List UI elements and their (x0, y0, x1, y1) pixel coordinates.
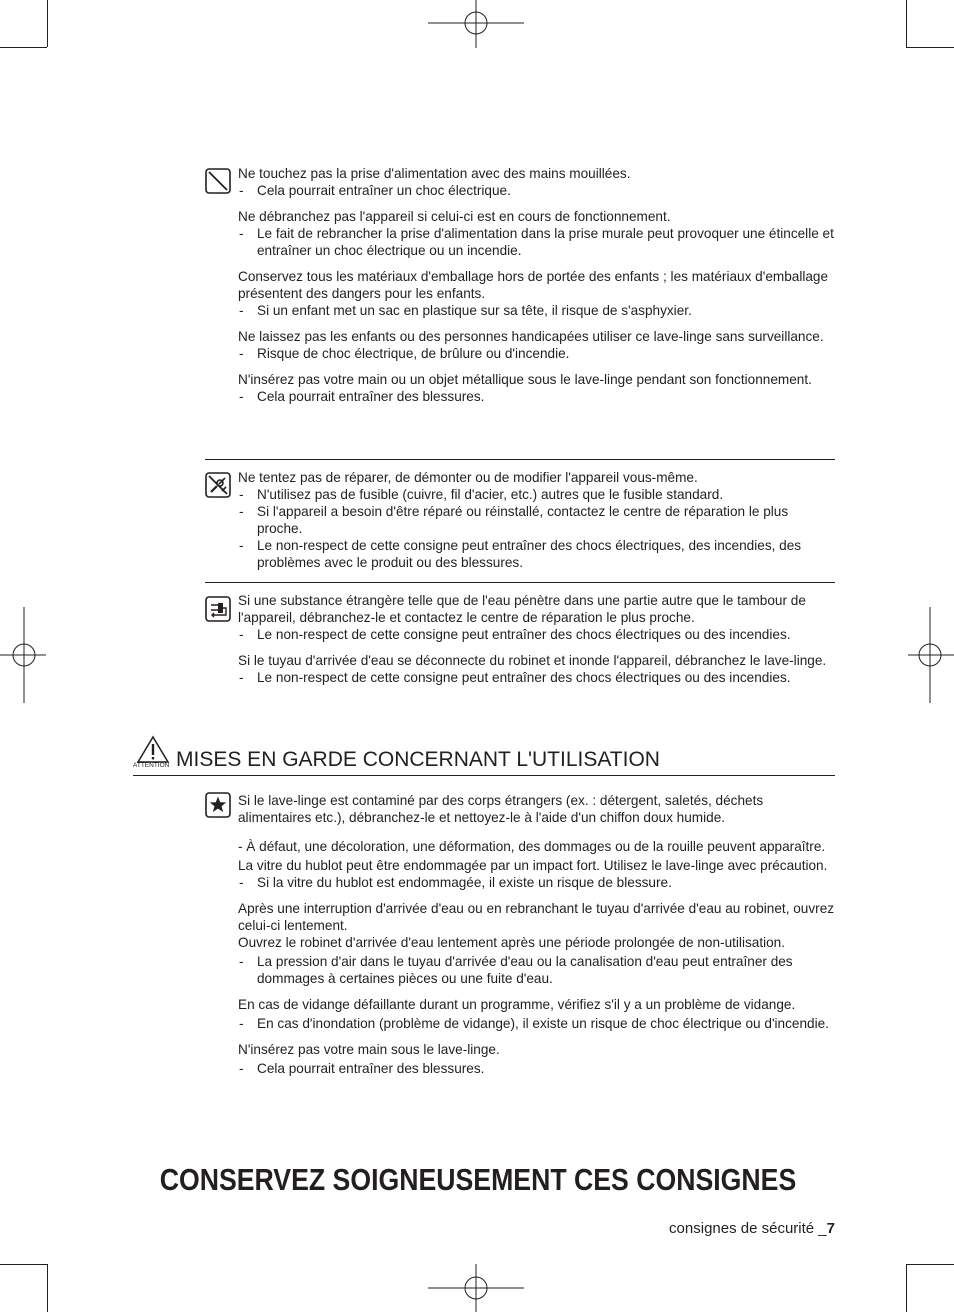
list-item: Ne débranchez pas l'appareil si celui-ci est en cours de fonctionnement. - Le fait de rebrancher la prise d'alimentation dans la prise murale peut provoquer une étincelle et entraîner un choc électrique ou un incendie. (238, 208, 835, 259)
attention-label: ATTENTION (133, 762, 170, 769)
star-note-icon (205, 792, 231, 818)
big-title: CONSERVEZ SOIGNEUSEMENT CES CONSIGNES (159, 1162, 797, 1197)
list-item: Si le tuyau d'arrivée d'eau se déconnecte du robinet et inonde l'appareil, débranchez le lave-linge. - Le non-respect de cette consigne peut entraîner des chocs électriques ou des incendies. (238, 652, 835, 686)
paragraph: La vitre du hublot peut être endommagée par un impact fort. Utilisez le lave-linge avec précaution. (238, 858, 828, 873)
no-disassembly-icon (205, 472, 231, 498)
list-item: Ne tentez pas de réparer, de démonter ou de modifier l'appareil vous-même. - N'utilisez pas de fusible (cuivre, fil d'acier, etc.) autres que le fusible standard. - Si l'appareil a besoin d'être réparé ou réinstallé, contactez le centre de réparation le plus proche. - Le non-respect de cette consigne peut entraîner des chocs électriques, des incendies, des problèmes avec le produit ou des blessures. (238, 469, 835, 571)
page-number: 7 (826, 1220, 835, 1237)
section-heading (133, 735, 835, 776)
paragraph: - Cela pourrait entraîner des blessures. (238, 1060, 835, 1077)
crop-mark (906, 1264, 907, 1312)
section-2-content (238, 469, 835, 580)
paragraph: En cas de vidange défaillante durant un programme, vérifiez s'il y a un problème de vidange. (238, 997, 796, 1012)
list-item: Ne touchez pas la prise d'alimentation avec des mains mouillées. - Cela pourrait entraîner un choc électrique. (238, 165, 835, 199)
paragraph: - Si la vitre du hublot est endommagée, il existe un risque de blessure. (238, 874, 835, 891)
heading-title: MISES EN GARDE CONCERNANT L'UTILISATION (176, 748, 660, 771)
paragraph: - En cas d'inondation (problème de vidange), il existe un risque de choc électrique ou d'incendie. (238, 1015, 835, 1032)
unplug-icon (205, 596, 231, 622)
registration-mark-icon (428, 0, 526, 50)
paragraph: Ouvrez le robinet d'arrivée d'eau lentement après une période prolongée de non-utilisation. (238, 935, 786, 950)
paragraph: - La pression d'air dans le tuyau d'arrivée d'eau ou la canalisation d'eau peut entraîner des dommages à certaines pièces ou une fuite d'eau. (238, 953, 835, 987)
paragraph: Si le lave-linge est contaminé par des corps étrangers (ex. : détergent, saletés, déchets alimentaires etc.), débranchez-le et nettoyez-le à l'aide d'un chiffon doux humide. (238, 793, 764, 825)
crop-mark (906, 47, 954, 48)
crop-mark (0, 47, 47, 48)
paragraph: - À défaut, une décoloration, une déformation, des dommages ou de la rouille peuvent apparaître. (238, 839, 826, 854)
registration-mark-icon (0, 607, 48, 705)
list-item: Si une substance étrangère telle que de l'eau pénètre dans une partie autre que le tambour de l'appareil, débranchez-le et contactez le centre de réparation le plus proche. - Le non-respect de cette consigne peut entraîner des chocs électriques ou des incendies. (238, 592, 835, 643)
section-4-content (238, 792, 835, 1077)
section-1-content (238, 165, 835, 414)
crop-mark (0, 1264, 47, 1265)
paragraph: Après une interruption d'arrivée d'eau ou en rebranchant le tuyau d'arrivée d'eau au robinet, ouvrez celui-ci lentement. (238, 901, 835, 933)
registration-mark-icon (906, 607, 954, 705)
list-item: Ne laissez pas les enfants ou des personnes handicapées utiliser ce lave-linge sans surveillance. - Risque de choc électrique, de brûlure ou d'incendie. (238, 328, 835, 362)
crop-mark (906, 0, 907, 47)
list-item: N'insérez pas votre main ou un objet métallique sous le lave-linge pendant son fonctionnement. - Cela pourrait entraîner des blessures. (238, 371, 835, 405)
section-3-content (238, 592, 835, 695)
paragraph: N'insérez pas votre main sous le lave-linge. (238, 1042, 500, 1057)
crop-mark (47, 0, 48, 47)
crop-mark (47, 1264, 48, 1312)
list-item: Conservez tous les matériaux d'emballage hors de portée des enfants ; les matériaux d'emballage présentent des dangers pour les enfants. - Si un enfant met un sac en plastique sur sa tête, il risque de s'asphyxier. (238, 268, 835, 319)
divider (205, 459, 835, 460)
no-touch-icon (205, 168, 231, 194)
page-footer (669, 1219, 835, 1239)
footer-text: consignes de sécurité _ (669, 1220, 827, 1237)
registration-mark-icon (428, 1264, 526, 1312)
divider (205, 582, 835, 583)
crop-mark (906, 1264, 954, 1265)
